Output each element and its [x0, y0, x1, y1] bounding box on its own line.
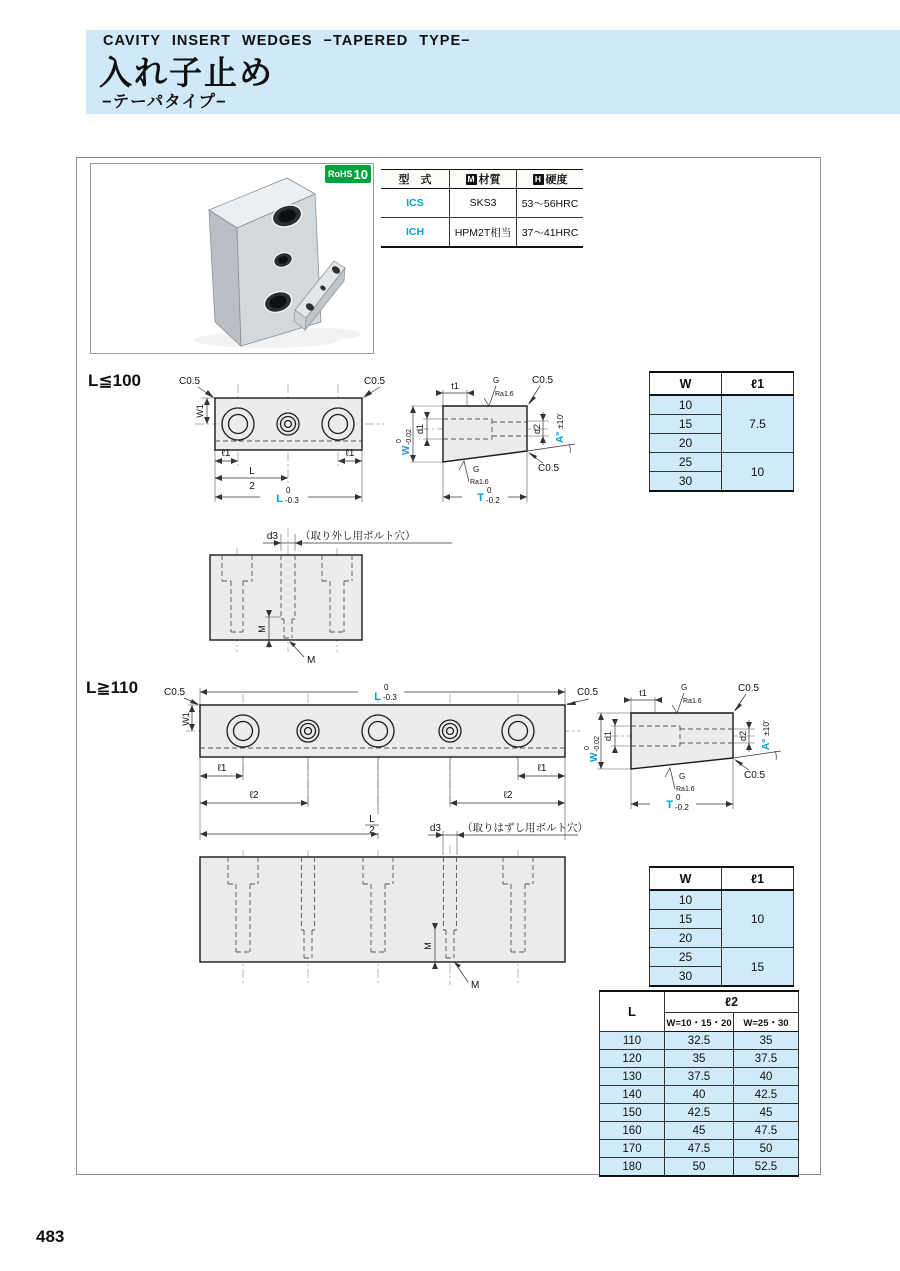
table-row	[381, 189, 583, 218]
l2-dim-label: ℓ2	[249, 790, 259, 801]
l1-dim-label: ℓ1	[217, 763, 227, 774]
rohs-badge	[325, 165, 371, 183]
removal-bolt-hole-note: （取り外し用ボルト穴）	[300, 530, 416, 542]
w-value: 10	[650, 395, 722, 415]
surface-roughness: Ra1.6	[683, 698, 702, 705]
svg-text:-0.02: -0.02	[406, 429, 413, 445]
col-w: W	[650, 372, 722, 395]
page-subtitle: −テーパタイプ−	[102, 93, 227, 111]
w1-label: W1	[181, 712, 191, 726]
w-value: 10	[650, 890, 722, 910]
width-tolerance-label	[584, 736, 601, 762]
thread-depth-label: M	[257, 625, 267, 633]
rohs-label: RoHS	[328, 169, 353, 179]
subcol-w-small: W=10・15・20	[665, 1013, 734, 1032]
hardness-value: 37〜41HRC	[517, 218, 584, 248]
l-half-denominator: 2	[249, 481, 255, 492]
w-l1-table-long	[649, 866, 794, 987]
chamfer-label: C0.5	[744, 770, 766, 781]
tolerance-upper: 0	[676, 793, 681, 802]
l2-dim-label: ℓ2	[503, 790, 513, 801]
col-l2: ℓ2	[665, 991, 799, 1013]
table-row: 180 50 52.5	[600, 1158, 799, 1177]
page-title: 入れ子止め	[99, 54, 274, 91]
chamfer-label: C0.5	[179, 376, 201, 387]
t1-label: t1	[451, 381, 459, 391]
d3-label: d3	[266, 531, 278, 542]
tolerance-upper: 0	[384, 683, 389, 692]
drawing-bottom-view-short	[195, 515, 525, 670]
l1-value: 7.5	[722, 395, 794, 453]
page-number: 483	[36, 1227, 65, 1246]
product-photo-panel	[90, 163, 374, 354]
drawing-side-view-long	[580, 675, 830, 830]
subcol-w-large: W=25・30	[734, 1013, 799, 1032]
surface-finish-g: G	[473, 465, 480, 474]
tolerance-lower: -0.2	[486, 496, 500, 505]
length-dim-label: L	[276, 493, 283, 505]
model-ics: ICS	[381, 189, 450, 218]
l1-value: 10	[722, 890, 794, 948]
svg-text:0: 0	[396, 439, 403, 443]
material-value: SKS3	[450, 189, 517, 218]
table-row: 120 35 37.5	[600, 1050, 799, 1068]
surface-finish-g: G	[681, 683, 688, 692]
table-row: 130 37.5 40	[600, 1068, 799, 1086]
w-value: 15	[650, 910, 722, 929]
d1-label: d1	[415, 423, 425, 435]
chamfer-label: C0.5	[738, 683, 760, 694]
t1-label: t1	[639, 688, 647, 698]
w-value: 25	[650, 948, 722, 967]
model-ich: ICH	[381, 218, 450, 248]
w-value: 20	[650, 929, 722, 948]
svg-text:±10′: ±10′	[555, 413, 565, 429]
svg-text:W: W	[401, 445, 412, 455]
chamfer-label: C0.5	[577, 687, 599, 698]
tolerance-lower: -0.3	[285, 496, 299, 505]
d3-label: d3	[429, 823, 441, 834]
l1-dim-label: ℓ1	[537, 763, 547, 774]
thread-depth-label: M	[423, 942, 433, 950]
w-value: 30	[650, 472, 722, 492]
thickness-dim-label: T	[666, 799, 673, 811]
chamfer-label: C0.5	[538, 463, 560, 474]
spec-col-hardness: H 硬度	[517, 170, 584, 189]
surface-roughness: Ra1.6	[676, 786, 695, 793]
surface-roughness: Ra1.6	[470, 479, 489, 486]
page-eyebrow: CAVITY INSERT WEDGES −TAPERED TYPE−	[103, 33, 471, 49]
table-row: 140 40 42.5	[600, 1086, 799, 1104]
thread-label: M	[307, 655, 316, 666]
hardness-badge-icon: H	[533, 174, 544, 185]
chamfer-label: C0.5	[364, 376, 386, 387]
spec-col-material: M 材質	[450, 170, 517, 189]
svg-text:0: 0	[584, 746, 591, 750]
removal-bolt-hole-note: （取りはずし用ボルト穴）	[462, 822, 588, 834]
d2-label: d2	[738, 730, 748, 742]
length-dim-label: L	[374, 691, 381, 703]
svg-text:W: W	[589, 752, 600, 762]
d1-label: d1	[603, 730, 613, 742]
w-value: 30	[650, 967, 722, 987]
angle-label	[761, 720, 772, 750]
material-badge-icon: M	[467, 174, 475, 184]
table-row: 110 32.5 35	[600, 1032, 799, 1050]
tolerance-lower: -0.2	[675, 803, 689, 812]
l-half-denominator: 2	[369, 825, 375, 836]
drawing-side-view-short	[396, 368, 660, 518]
w-value: 25	[650, 453, 722, 472]
col-l1: ℓ1	[722, 867, 794, 890]
col-l: L	[600, 991, 665, 1032]
hardness-value: 53〜56HRC	[517, 189, 584, 218]
thread-label: M	[471, 980, 480, 991]
l-half-numerator: L	[249, 466, 255, 477]
col-l1: ℓ1	[722, 372, 794, 395]
l1-dim-label: ℓ1	[345, 448, 355, 459]
svg-text:A°: A°	[555, 431, 566, 443]
tolerance-upper: 0	[487, 486, 492, 495]
w-value: 15	[650, 415, 722, 434]
d2-label: d2	[532, 423, 542, 435]
l-half-numerator: L	[369, 814, 375, 825]
l1-value: 15	[722, 948, 794, 987]
thickness-dim-label: T	[477, 492, 484, 504]
drawing-bottom-view-long	[185, 818, 605, 998]
angle-label	[555, 413, 566, 443]
l-l2-table	[599, 990, 799, 1177]
surface-roughness: Ra1.6	[495, 391, 514, 398]
spec-col-model: 型 式	[381, 170, 450, 189]
section-title-l-min110: L≧110	[86, 678, 139, 697]
svg-text:±10′: ±10′	[761, 720, 771, 736]
tolerance-upper: 0	[286, 486, 291, 495]
table-row: 170 47.5 50	[600, 1140, 799, 1158]
rohs-number: 10	[353, 166, 368, 182]
section-title-l-max100: L≦100	[88, 371, 141, 390]
w1-label: W1	[195, 404, 205, 418]
w-value: 20	[650, 434, 722, 453]
svg-text:A°: A°	[761, 738, 772, 750]
l1-value: 10	[722, 453, 794, 492]
chamfer-label: C0.5	[164, 687, 186, 698]
product-photo-illustration	[91, 164, 373, 353]
table-row	[381, 218, 583, 248]
tolerance-lower: -0.3	[383, 693, 397, 702]
spec-table	[381, 169, 583, 248]
material-value: HPM2T相当	[450, 218, 517, 248]
table-row: 160 45 47.5	[600, 1122, 799, 1140]
svg-text:-0.02: -0.02	[594, 736, 601, 752]
l1-dim-label: ℓ1	[221, 448, 231, 459]
surface-finish-g: G	[679, 772, 686, 781]
w-l1-table-short	[649, 371, 794, 492]
chamfer-label: C0.5	[532, 375, 554, 386]
drawing-front-view-short	[160, 368, 410, 518]
table-row: 150 42.5 45	[600, 1104, 799, 1122]
col-w: W	[650, 867, 722, 890]
surface-finish-g: G	[493, 376, 500, 385]
